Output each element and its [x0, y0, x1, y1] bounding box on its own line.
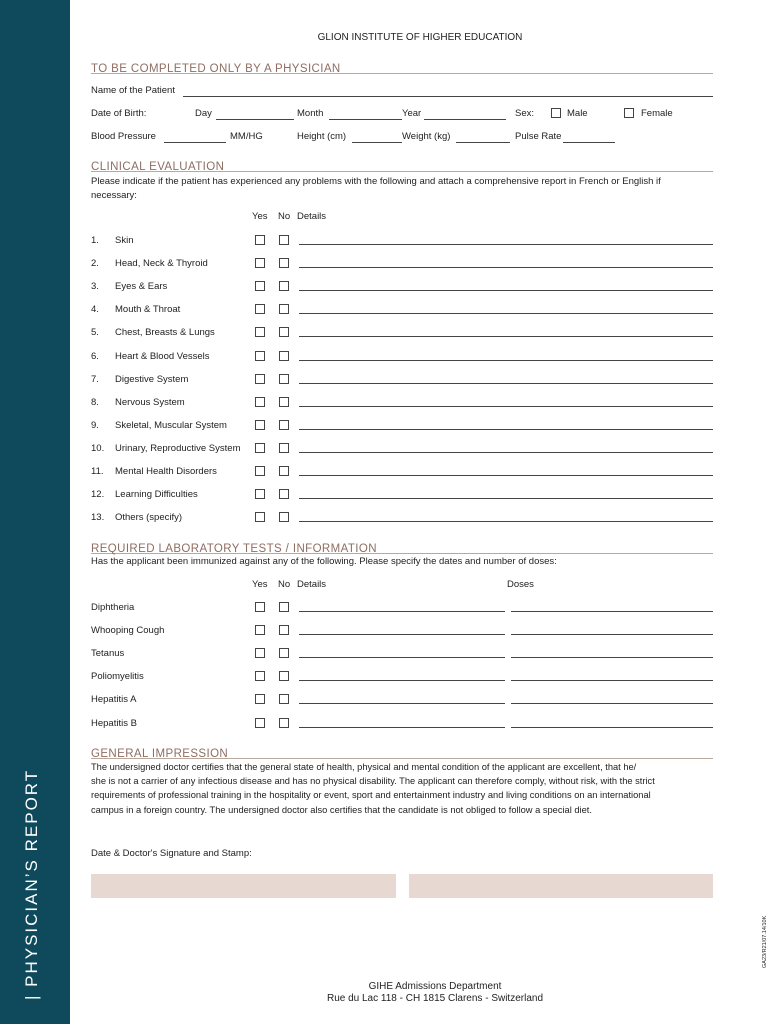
impression-line: campus in a foreign country. The undersigned doctor also certifies that the candidate is not obliged to follow a special diet. [91, 804, 592, 815]
clinical-no-checkbox[interactable] [279, 281, 289, 291]
female-checkbox[interactable] [624, 108, 634, 118]
clinical-yes-checkbox[interactable] [255, 466, 265, 476]
clinical-col-yes: Yes [252, 211, 268, 222]
clinical-item-label: Skin [115, 235, 134, 246]
weight-label: Weight (kg) [402, 131, 451, 142]
lab-item-label: Diphtheria [91, 602, 135, 613]
lab-yes-checkbox[interactable] [255, 718, 265, 728]
clinical-item-number: 9. [91, 420, 99, 431]
clinical-no-checkbox[interactable] [279, 327, 289, 337]
month-label: Month [297, 108, 324, 119]
clinical-item-label: Heart & Blood Vessels [115, 351, 210, 362]
section-lab-heading: REQUIRED LABORATORY TESTS / INFORMATION [91, 543, 377, 555]
clinical-item-label: Urinary, Reproductive System [115, 443, 241, 454]
date-field[interactable] [91, 874, 396, 898]
section-impression-heading: GENERAL IMPRESSION [91, 748, 229, 760]
year-label: Year [402, 108, 422, 119]
footer-address: Rue du Lac 118 - CH 1815 Clarens - Switzerland [326, 993, 544, 1004]
clinical-intro-line2: necessary: [91, 190, 137, 201]
clinical-item-label: Digestive System [115, 374, 189, 385]
clinical-yes-checkbox[interactable] [255, 489, 265, 499]
clinical-no-checkbox[interactable] [279, 304, 289, 314]
clinical-no-checkbox[interactable] [279, 397, 289, 407]
clinical-item-number: 4. [91, 304, 99, 315]
clinical-item-number: 2. [91, 258, 99, 269]
lab-col-no: No [278, 579, 291, 590]
clinical-details-field[interactable] [299, 429, 713, 430]
clinical-details-field[interactable] [299, 244, 713, 245]
clinical-no-checkbox[interactable] [279, 420, 289, 430]
lab-col-doses: Doses [507, 579, 534, 590]
lab-intro: Has the applicant been immunized against any of the following. Please specify the dates and number of doses: [91, 556, 557, 567]
lab-yes-checkbox[interactable] [255, 694, 265, 704]
clinical-col-details: Details [297, 211, 327, 222]
lab-item-label: Hepatitis B [91, 718, 137, 729]
patient-name-field[interactable] [183, 96, 713, 97]
lab-doses-field[interactable] [511, 680, 713, 681]
lab-item-label: Poliomyelitis [91, 671, 144, 682]
clinical-intro-line1: Please indicate if the patient has experienced any problems with the following and attach a comprehensive report in French or English if [91, 176, 661, 187]
clinical-item-number: 8. [91, 397, 99, 408]
clinical-details-field[interactable] [299, 336, 713, 337]
clinical-yes-checkbox[interactable] [255, 258, 265, 268]
lab-yes-checkbox[interactable] [255, 648, 265, 658]
lab-item-label: Whooping Cough [91, 625, 165, 636]
lab-no-checkbox[interactable] [279, 602, 289, 612]
lab-details-field[interactable] [299, 634, 505, 635]
form-code: GA23/R21/07.14/10K [762, 915, 768, 968]
sidebar-title: | PHYSICIAN’S REPORT [22, 768, 41, 1000]
clinical-yes-checkbox[interactable] [255, 397, 265, 407]
clinical-item-number: 3. [91, 281, 99, 292]
clinical-no-checkbox[interactable] [279, 512, 289, 522]
clinical-item-label: Eyes & Ears [115, 281, 168, 292]
impression-line: The undersigned doctor certifies that the general state of health, physical and mental condition of the applicant are excellent, that he/ [91, 762, 637, 772]
clinical-item-label: Nervous System [115, 397, 185, 408]
clinical-yes-checkbox[interactable] [255, 327, 265, 337]
clinical-details-field[interactable] [299, 452, 713, 453]
lab-yes-checkbox[interactable] [255, 625, 265, 635]
clinical-no-checkbox[interactable] [279, 258, 289, 268]
lab-doses-field[interactable] [511, 611, 713, 612]
institution-title: GLION INSTITUTE OF HIGHER EDUCATION [317, 32, 523, 43]
section-impression [91, 744, 713, 759]
lab-doses-field[interactable] [511, 703, 713, 704]
lab-details-field[interactable] [299, 611, 505, 612]
height-label: Height (cm) [297, 131, 347, 142]
pulse-field[interactable] [563, 142, 615, 143]
clinical-item-label: Learning Difficulties [115, 489, 198, 500]
pulse-label: Pulse Rate [515, 131, 562, 142]
lab-yes-checkbox[interactable] [255, 671, 265, 681]
clinical-item-number: 10. [91, 443, 105, 454]
height-field[interactable] [352, 142, 402, 143]
clinical-item-number: 5. [91, 327, 99, 338]
impression-line: requirements of professional training in the hospitality or event, sport and entertainment industry and living conditions on an international [91, 790, 651, 801]
clinical-no-checkbox[interactable] [279, 351, 289, 361]
clinical-no-checkbox[interactable] [279, 466, 289, 476]
lab-no-checkbox[interactable] [279, 625, 289, 635]
impression-text [91, 760, 706, 817]
clinical-yes-checkbox[interactable] [255, 420, 265, 430]
clinical-details-field[interactable] [299, 498, 713, 499]
lab-item-label: Tetanus [91, 648, 125, 659]
lab-no-checkbox[interactable] [279, 718, 289, 728]
clinical-details-field[interactable] [299, 360, 713, 361]
lab-col-yes: Yes [252, 579, 268, 590]
lab-doses-field[interactable] [511, 657, 713, 658]
clinical-yes-checkbox[interactable] [255, 281, 265, 291]
male-label: Male [567, 108, 588, 119]
clinical-no-checkbox[interactable] [279, 443, 289, 453]
section-clinical [91, 157, 713, 172]
clinical-details-field[interactable] [299, 383, 713, 384]
lab-col-details: Details [297, 579, 327, 590]
male-checkbox[interactable] [551, 108, 561, 118]
patient-name-label: Name of the Patient [91, 85, 175, 96]
clinical-item-number: 1. [91, 235, 99, 246]
clinical-item-number: 11. [91, 466, 104, 477]
clinical-yes-checkbox[interactable] [255, 351, 265, 361]
lab-no-checkbox[interactable] [279, 671, 289, 681]
clinical-item-label: Skeletal, Muscular System [115, 420, 227, 431]
dob-label: Date of Birth: [91, 108, 147, 119]
lab-details-field[interactable] [299, 727, 505, 728]
month-field[interactable] [329, 119, 402, 120]
lab-item-label: Hepatitis A [91, 694, 137, 705]
clinical-no-checkbox[interactable] [279, 235, 289, 245]
clinical-yes-checkbox[interactable] [255, 374, 265, 384]
clinical-yes-checkbox[interactable] [255, 443, 265, 453]
clinical-item-number: 12. [91, 489, 105, 500]
lab-details-field[interactable] [299, 680, 505, 681]
lab-doses-field[interactable] [511, 634, 713, 635]
signature-label: Date & Doctor's Signature and Stamp: [91, 848, 252, 859]
impression-line: she is not a carrier of any infectious disease and has no physical disability. The applicant can therefore comply, without risk, with the strict [91, 776, 655, 787]
clinical-no-checkbox[interactable] [279, 374, 289, 384]
lab-doses-field[interactable] [511, 727, 713, 728]
clinical-yes-checkbox[interactable] [255, 235, 265, 245]
clinical-no-checkbox[interactable] [279, 489, 289, 499]
section-clinical-heading: CLINICAL EVALUATION [91, 161, 225, 173]
lab-details-field[interactable] [299, 657, 505, 658]
clinical-details-field[interactable] [299, 521, 713, 522]
bp-unit: MM/HG [230, 131, 263, 142]
clinical-details-field[interactable] [299, 290, 713, 291]
clinical-yes-checkbox[interactable] [255, 512, 265, 522]
clinical-item-label: Chest, Breasts & Lungs [115, 327, 215, 338]
clinical-item-label: Mental Health Disorders [115, 466, 217, 477]
bp-label: Blood Pressure [91, 131, 156, 142]
clinical-item-label: Mouth & Throat [115, 304, 181, 315]
signature-stamp-field[interactable] [409, 874, 713, 898]
clinical-details-field[interactable] [299, 267, 713, 268]
sidebar [0, 0, 70, 1024]
clinical-yes-checkbox[interactable] [255, 304, 265, 314]
section-physician [91, 59, 713, 74]
lab-yes-checkbox[interactable] [255, 602, 265, 612]
sex-label: Sex: [515, 108, 535, 119]
clinical-details-field[interactable] [299, 406, 713, 407]
clinical-details-field[interactable] [299, 475, 713, 476]
clinical-item-number: 13. [91, 512, 105, 523]
clinical-item-label: Head, Neck & Thyroid [115, 258, 208, 269]
day-field[interactable] [216, 119, 294, 120]
day-label: Day [195, 108, 212, 119]
section-lab [91, 539, 713, 554]
clinical-item-label: Others (specify) [115, 512, 183, 523]
footer-department: GIHE Admissions Department [368, 981, 502, 992]
clinical-item-number: 6. [91, 351, 99, 362]
clinical-details-field[interactable] [299, 313, 713, 314]
clinical-col-no: No [278, 211, 291, 222]
bp-field[interactable] [164, 142, 226, 143]
section-physician-heading: TO BE COMPLETED ONLY BY A PHYSICIAN [91, 63, 341, 75]
lab-no-checkbox[interactable] [279, 694, 289, 704]
year-field[interactable] [424, 119, 506, 120]
weight-field[interactable] [456, 142, 510, 143]
clinical-item-number: 7. [91, 374, 99, 385]
lab-details-field[interactable] [299, 703, 505, 704]
female-label: Female [641, 108, 673, 119]
lab-no-checkbox[interactable] [279, 648, 289, 658]
